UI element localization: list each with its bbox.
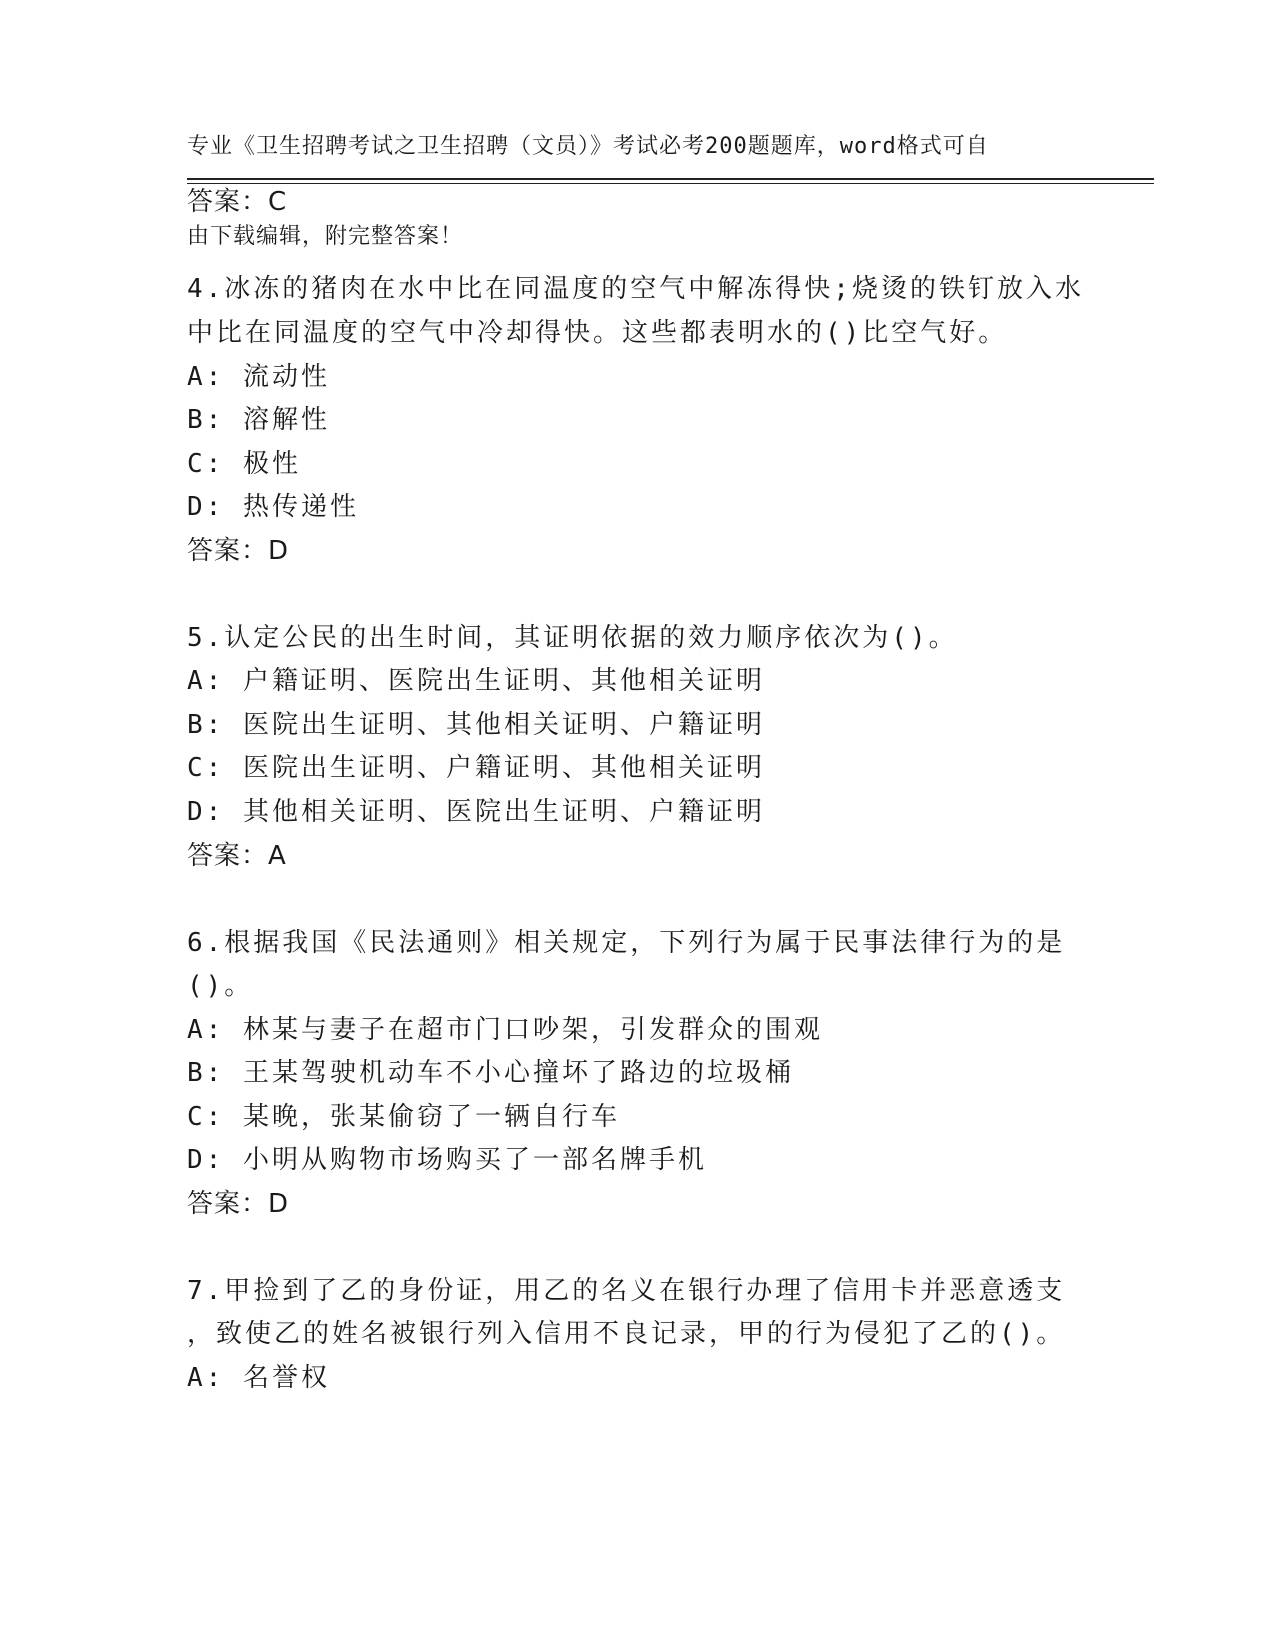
header-line-1: 专业《卫生招聘考试之卫生招聘（文员）》考试必考200题题库，word格式可自: [187, 134, 989, 159]
question-6-option-a: A: 林某与妻子在超市门口吵架，引发群众的围观: [187, 1015, 823, 1045]
question-4-answer: 答案：D: [187, 536, 290, 566]
question-7-option-a: A: 名誉权: [187, 1363, 330, 1393]
question-4-option-a: A: 流动性: [187, 362, 330, 392]
question-4-option-d: D: 热传递性: [187, 492, 359, 522]
question-4-line-1: 4.冰冻的猪肉在水中比在同温度的空气中解冻得快;烧烫的铁钉放入水: [187, 274, 1084, 304]
question-4-option-c: C: 极性: [187, 449, 301, 479]
question-5-line-1: 5.认定公民的出生时间，其证明依据的效力顺序依次为()。: [187, 623, 958, 653]
question-4-line-2: 中比在同温度的空气中冷却得快。这些都表明水的()比空气好。: [187, 318, 1008, 348]
question-6-line-1: 6.根据我国《民法通则》相关规定，下列行为属于民事法律行为的是: [187, 928, 1066, 958]
question-7-line-2: ，致使乙的姓名被银行列入信用不良记录，甲的行为侵犯了乙的()。: [187, 1319, 1066, 1349]
header-line-2: 由下载编辑，附完整答案！: [187, 224, 464, 249]
question-5-option-b: B: 医院出生证明、其他相关证明、户籍证明: [187, 710, 765, 740]
question-6-line-2: ()。: [187, 971, 254, 1001]
answer-text: 答案：C: [187, 187, 288, 217]
question-6-option-b: B: 王某驾驶机动车不小心撞坏了路边的垃圾桶: [187, 1058, 794, 1088]
question-4-option-b: B: 溶解性: [187, 405, 330, 435]
question-6-option-c: C: 某晚，张某偷窃了一辆自行车: [187, 1102, 620, 1132]
question-7-line-1: 7.甲捡到了乙的身份证，用乙的名义在银行办理了信用卡并恶意透支: [187, 1276, 1066, 1306]
question-6-answer: 答案：D: [187, 1189, 290, 1219]
question-5-option-d: D: 其他相关证明、医院出生证明、户籍证明: [187, 797, 765, 827]
question-5-option-c: C: 医院出生证明、户籍证明、其他相关证明: [187, 753, 765, 783]
question-5-answer: 答案：A: [187, 841, 287, 871]
header-divider: [187, 178, 1154, 180]
header-divider-thin: [187, 183, 1154, 184]
question-5-option-a: A: 户籍证明、医院出生证明、其他相关证明: [187, 666, 765, 696]
question-6-option-d: D: 小明从购物市场购买了一部名牌手机: [187, 1145, 707, 1175]
